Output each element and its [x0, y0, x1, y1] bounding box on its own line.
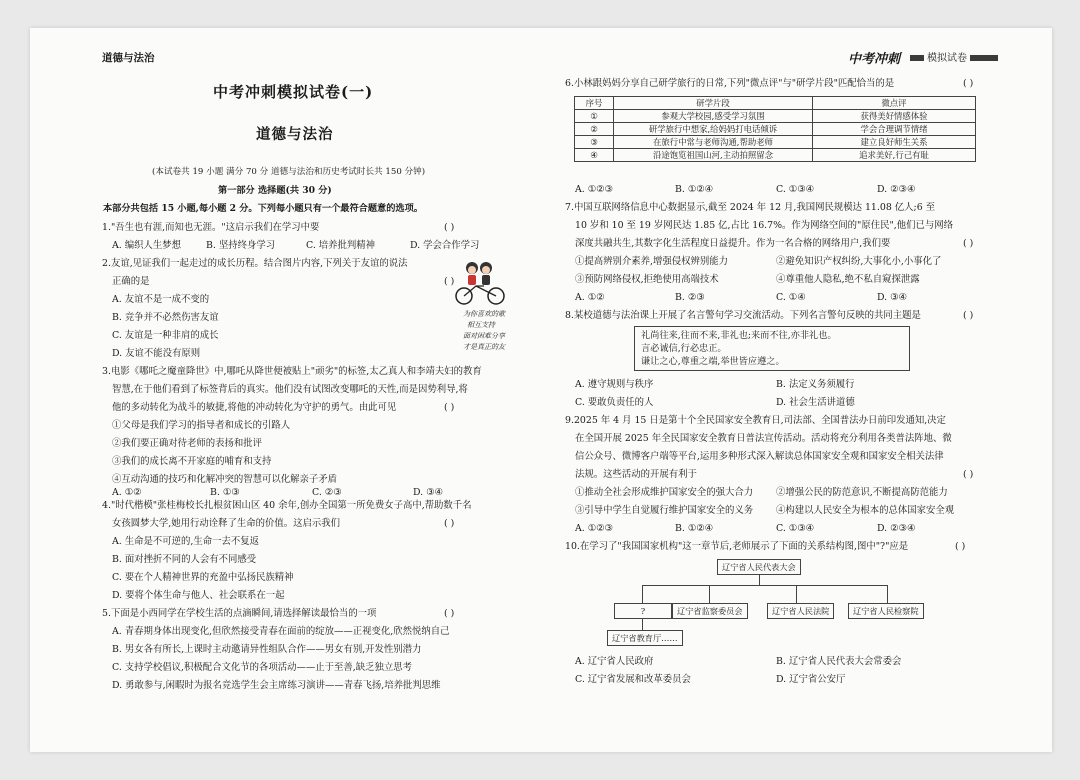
q1-option-c: C. 培养批判精神 [306, 240, 376, 251]
q9-item-3: ③引导中学生自觉履行维护国家安全的义务 [575, 505, 754, 516]
table-cell: ④ [575, 149, 614, 162]
q6-option-d: D. ②③④ [877, 184, 916, 195]
q9-option-d: D. ②③④ [877, 523, 916, 534]
question-line: A. 青春期身体出现变化,但欣然接受青春在面前的绽放——正视变化,欣然悦纳自己 [112, 626, 450, 637]
q7-line-1: 7.中国互联网络信息中心数据显示,截至 2024 年 12 月,我国网民规模达 11.08 亿人;6 至 [565, 202, 936, 213]
table-header-row [575, 97, 976, 110]
q7-option-c: C. ①④ [776, 292, 806, 303]
question-line: 3.电影《哪吒之魔童降世》中,哪吒从降世便被贴上"顽劣"的标签,太乙真人和李靖夫妇的教育 [102, 366, 482, 377]
org-grandchild: 辽宁省教育厅…… [607, 630, 683, 646]
exam-subtitle: 道德与法治 [256, 126, 334, 143]
question-line: 智慧,在于他们看到了标签背后的真实。他们没有试图改变哪吒的天性,而是因势利导,将 [112, 384, 468, 395]
org-root: 辽宁省人民代表大会 [717, 559, 801, 575]
table-cell: 在旅行中常与老师沟通,帮助老师 [614, 136, 813, 149]
brand-logo [848, 48, 1000, 67]
q8-option-c: C. 要敢负责任的人 [575, 397, 654, 408]
answer-paren: ( ) [444, 518, 455, 529]
q8-option-d: D. 社会生活讲道德 [776, 397, 855, 408]
table-row [575, 136, 976, 149]
part-heading: 第一部分 选择题(共 30 分) [218, 185, 332, 196]
q6-option-c: C. ①③④ [776, 184, 815, 195]
exam-info: (本试卷共 19 小题 满分 70 分 道德与法治和历史考试时长共 150 分钟) [152, 167, 426, 177]
answer-paren: ( ) [444, 402, 455, 413]
exam-title: 中考冲刺模拟试卷(一) [213, 83, 374, 101]
q3-option-a: A. ①② [112, 487, 142, 498]
q1-option-b: B. 坚持终身学习 [206, 240, 276, 251]
table-cell: 建立良好师生关系 [813, 136, 976, 149]
question-line: D. 友谊不能没有原则 [112, 348, 201, 359]
org-connector [887, 585, 888, 603]
table-header: 微点评 [813, 97, 976, 110]
table-cell: 沿途饱览祖国山河,主动拍照留念 [614, 149, 813, 162]
question-line: C. 要在个人精神世界的充盈中弘扬民族精神 [112, 572, 294, 583]
table-cell: 获得美好情感体验 [813, 110, 976, 123]
q3-option-c: C. ②③ [312, 487, 342, 498]
answer-paren: ( ) [444, 222, 455, 233]
table-row [575, 149, 976, 162]
q9-line-4: 法规。这些活动的开展有利于 [575, 469, 697, 480]
answer-paren: ( ) [444, 276, 455, 287]
q10-paren: ( ) [955, 541, 966, 552]
table-cell: ③ [575, 136, 614, 149]
org-child-court: 辽宁省人民法院 [767, 603, 834, 619]
question-line: 女孩圆梦大学,她用行动诠释了生命的价值。这启示我们 [112, 518, 340, 529]
question-line: C. 支持学校倡议,积极配合文化节的各项活动——止于至善,缺乏独立思考 [112, 662, 413, 673]
brand-subtitle: 模拟试卷 [924, 49, 970, 64]
q7-item-3: ③预防网络侵权,拒绝使用高端技术 [575, 274, 719, 285]
illus-caption-4: 才是真正的友 [463, 343, 505, 351]
question-line: 5.下面是小西同学在学校生活的点滴瞬间,请选择解读最恰当的一项 [102, 608, 377, 619]
q8-quote-2: 言必诚信,行必忠正。 [641, 343, 727, 354]
org-connector [642, 618, 643, 630]
org-connector [796, 585, 797, 603]
q9-option-c: C. ①③④ [776, 523, 815, 534]
q8-option-a: A. 遵守规则与秩序 [575, 379, 654, 390]
question-line: 他的多动转化为战斗的敏捷,将他的冲动转化为守护的勇气。由此可见 [112, 402, 397, 413]
question-line: D. 要将个体生命与他人、社会联系在一起 [112, 590, 285, 601]
q6-stem: 6.小林跟妈妈分享自己研学旅行的日常,下列"微点评"与"研学片段"匹配恰当的是 [565, 78, 895, 89]
question-line: ③我们的成长离不开家庭的哺育和支持 [112, 456, 272, 467]
q8-quote-box [634, 326, 910, 371]
question-line: D. 勇敢参与,闲暇时为报名竞选学生会主席练习演讲——青春飞扬,培养批判思维 [112, 680, 441, 691]
org-child-unknown: ? [614, 603, 672, 619]
brand-name: 中考冲刺 [848, 52, 901, 67]
q8-option-b: B. 法定义务须履行 [776, 379, 855, 390]
q7-option-a: A. ①② [575, 292, 605, 303]
q9-item-2: ②增强公民的防范意识,不断提高防范能力 [776, 487, 948, 498]
subject-label: 道德与法治 [102, 52, 155, 64]
q6-table [574, 96, 976, 162]
table-header: 序号 [575, 97, 614, 110]
illus-caption-1: 为你喜欢的歌 [463, 310, 505, 318]
question-line: ②我们要正确对待老师的表扬和批评 [112, 438, 263, 449]
q9-line-1: 9.2025 年 4 月 15 日是第十个全民国家安全教育日,司法部、全国普法办日前印发通知,决定 [565, 415, 946, 426]
q9-option-a: A. ①②③ [575, 523, 613, 534]
table-cell: ② [575, 123, 614, 136]
q10-option-b: B. 辽宁省人民代表大会常委会 [776, 656, 902, 667]
q1-option-a: A. 编织人生梦想 [112, 240, 181, 251]
q10-option-a: A. 辽宁省人民政府 [575, 656, 654, 667]
q1-option-d: D. 学会合作学习 [410, 240, 480, 251]
q7-line-3: 深度共融共生,其数字化生活程度日益提升。作为一名合格的网络用户,我们要 [575, 238, 891, 249]
question-line: 正确的是 [112, 276, 150, 287]
question-line: 2.友谊,见证我们一起走过的成长历程。结合图片内容,下列关于友谊的说法 [102, 258, 408, 269]
q9-line-2: 在全国开展 2025 年全民国家安全教育日普法宣传活动。活动将充分利用各类普法阵地、微 [575, 433, 952, 444]
table-header: 研学片段 [614, 97, 813, 110]
q8-stem: 8.某校道德与法治课上开展了名言警句学习交流活动。下列名言警句反映的共同主题是 [565, 310, 921, 321]
question-line: C. 友谊是一种非肩的成长 [112, 330, 219, 341]
q7-item-1: ①提高辨别介素养,增强侵权辨别能力 [575, 256, 728, 267]
q10-option-d: D. 辽宁省公安厅 [776, 674, 846, 685]
question-line: B. 面对挫折不同的人会有不同感受 [112, 554, 257, 565]
q7-item-2: ②避免知识产权纠纷,大事化小,小事化了 [776, 256, 942, 267]
table-cell: 追求美好,行己有耻 [813, 149, 976, 162]
q6-option-b: B. ①②④ [675, 184, 714, 195]
org-connector [759, 575, 760, 585]
q9-paren: ( ) [963, 469, 974, 480]
table-row [575, 123, 976, 136]
table-cell: 学会合理调节情绪 [813, 123, 976, 136]
org-connector [709, 585, 710, 603]
q7-item-4: ④尊重他人隐私,绝不私自窥探泄露 [776, 274, 920, 285]
table-cell: ① [575, 110, 614, 123]
illus-caption-3: 面对困难分享 [463, 332, 505, 340]
question-line: ④互动沟通的技巧和化解冲突的智慧可以化解亲子矛盾 [112, 474, 338, 485]
answer-paren: ( ) [444, 608, 455, 619]
illus-caption-2: 相互支持 [467, 321, 495, 329]
q7-option-d: D. ③④ [877, 292, 907, 303]
q8-quote-3: 谦让之心,尊重之端,举世皆应遵之。 [641, 356, 785, 367]
q7-line-2: 10 岁和 10 至 19 岁网民达 1.85 亿,占比 16.7%。作为网络空间的"原住民",他们已与网络 [575, 220, 953, 231]
q9-item-1: ①推动全社会形成维护国家安全的强大合力 [575, 487, 754, 498]
q3-option-d: D. ③④ [413, 487, 443, 498]
table-cell: 研学旅行中想家,给妈妈打电话倾诉 [614, 123, 813, 136]
q10-stem: 10.在学习了"我国国家机构"这一章节后,老师展示了下面的关系结构图,图中"?"应是 [565, 541, 909, 552]
question-line: 4."时代楷模"张桂梅校长扎根贫困山区 40 余年,创办全国第一所免费女子高中,帮助数千名 [102, 500, 472, 511]
exam-paper [30, 28, 1052, 752]
q8-quote-1: 礼尚往来,往而不来,非礼也;来而不往,亦非礼也。 [641, 330, 837, 341]
table-row [575, 110, 976, 123]
q8-paren: ( ) [963, 310, 974, 321]
q9-option-b: B. ①②④ [675, 523, 714, 534]
q7-paren: ( ) [963, 238, 974, 249]
question-line: A. 友谊不是一成不变的 [112, 294, 210, 305]
q7-option-b: B. ②③ [675, 292, 705, 303]
q6-paren: ( ) [963, 78, 974, 89]
question-line: B. 男女各有所长,上课时主动邀请异性组队合作——男女有别,开发性别潜力 [112, 644, 422, 655]
org-connector [642, 585, 643, 603]
question-line: B. 竞争并不必然伤害友谊 [112, 312, 219, 323]
q10-option-c: C. 辽宁省发展和改革委员会 [575, 674, 691, 685]
question-line: ①父母是我们学习的指导者和成长的引路人 [112, 420, 291, 431]
instruction: 本部分共包括 15 小题,每小题 2 分。下列每小题只有一个最符合题意的选项。 [103, 203, 423, 214]
question-line: 1."吾生也有涯,而知也无涯。"这启示我们在学习中要 [102, 222, 320, 233]
q9-line-3: 信公众号、微博客户端等平台,运用多种形式深入解读总体国家安全观和国家安全相关法律 [575, 451, 944, 462]
q3-option-b: B. ①③ [210, 487, 240, 498]
q9-item-4: ④构建以人民安全为根本的总体国家安全观 [776, 505, 955, 516]
question-line: A. 生命是不可逆的,生命一去不复返 [112, 536, 259, 547]
q6-option-a: A. ①②③ [575, 184, 613, 195]
friends-bicycle-illustration [450, 256, 510, 306]
table-cell: 参观大学校园,感受学习氛围 [614, 110, 813, 123]
org-child-procuratorate: 辽宁省人民检察院 [848, 603, 924, 619]
org-child-supervisory: 辽宁省监察委员会 [672, 603, 748, 619]
org-connector [642, 585, 887, 586]
